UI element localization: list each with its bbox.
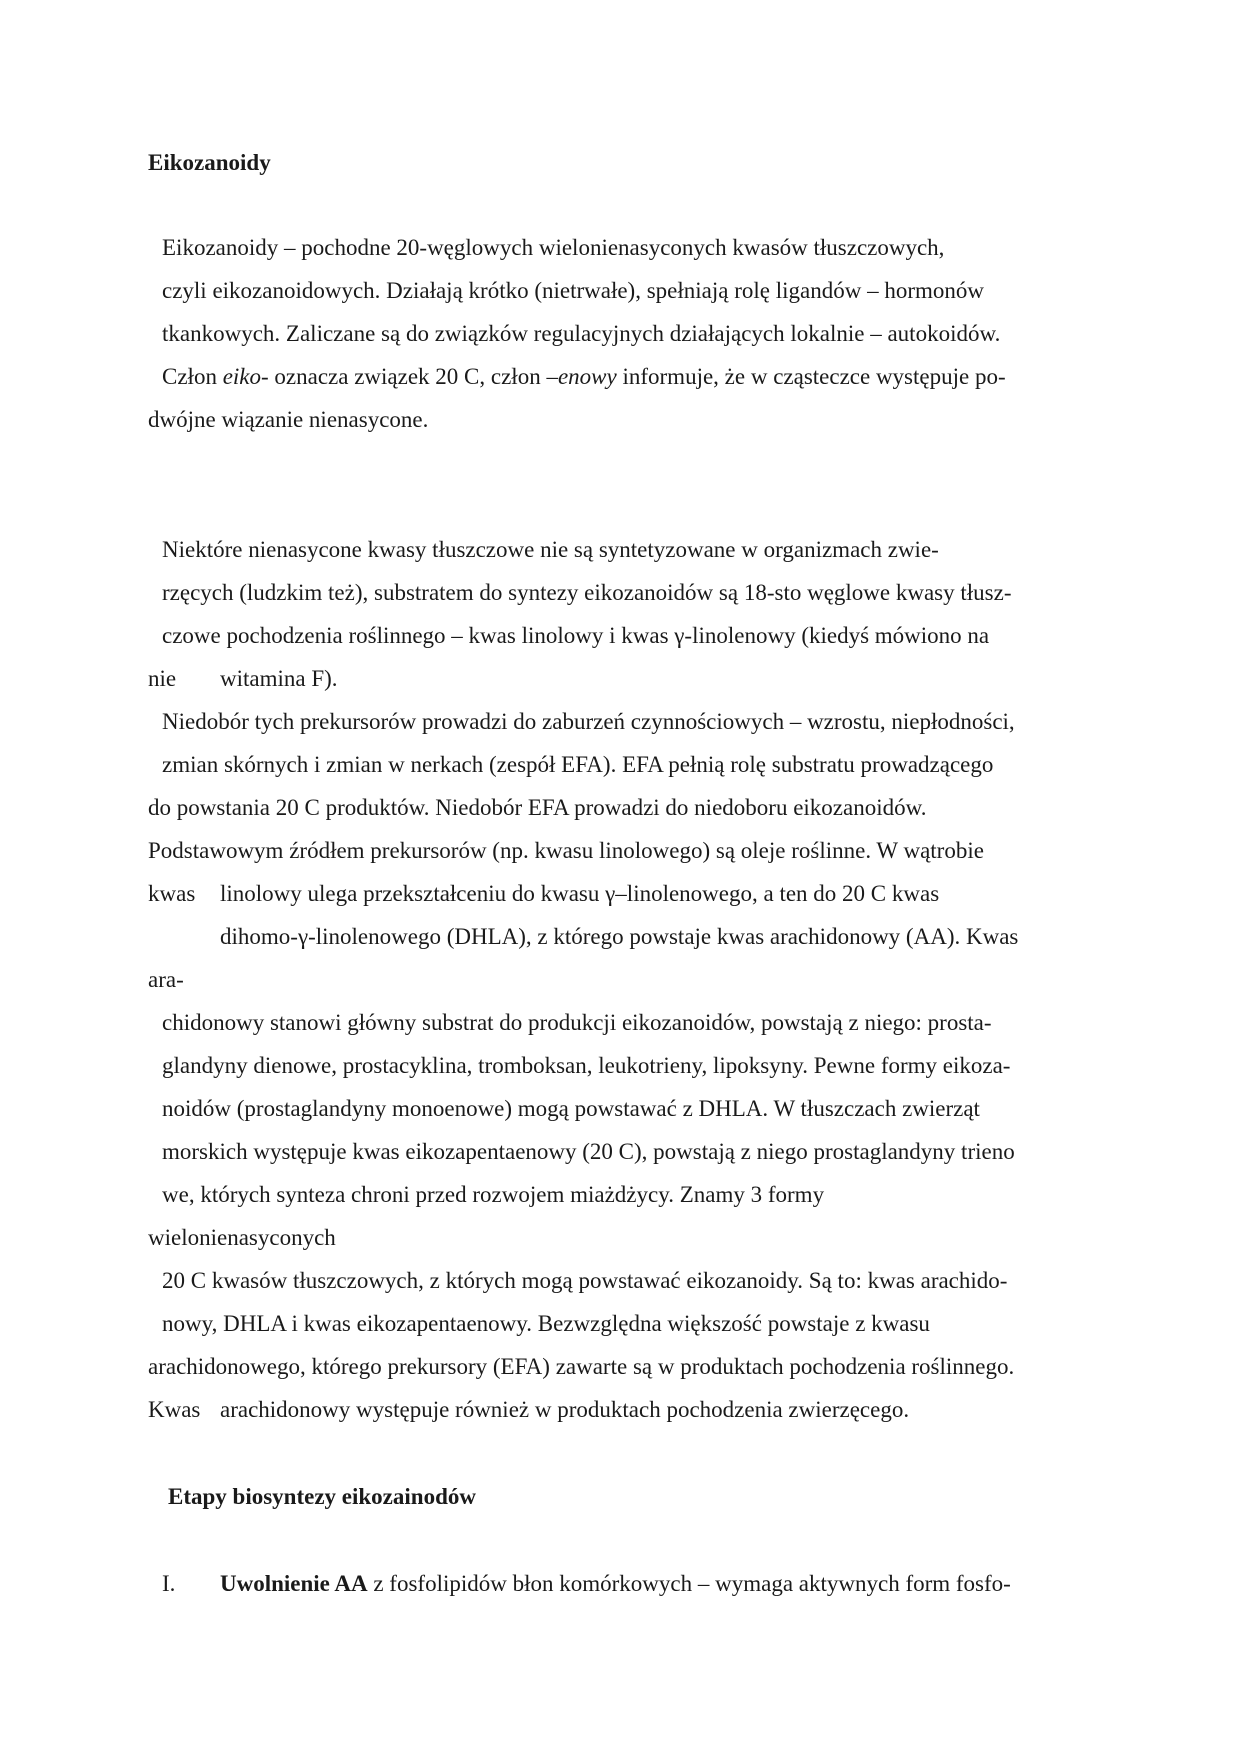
text-line: do powstania 20 C produktów. Niedobór EFA prowadzi do niedoboru eikozanoidów.: [148, 795, 927, 820]
text-line: arachidonowy występuje również w produktach pochodzenia zwierzęcego.: [220, 1397, 910, 1422]
text-line: wielonienasyconych: [148, 1225, 336, 1250]
step-1-number: I.: [162, 1571, 176, 1596]
text-line: nie: [148, 666, 177, 691]
text-span: z fosfolipidów błon komórkowych – wymaga aktywnych form fosfo-: [367, 1571, 1011, 1596]
text-line: linolowy ulega przekształceniu do kwasu γ–linolenowego, a ten do 20 C kwas: [220, 881, 940, 906]
text-line: Kwas: [148, 1397, 201, 1422]
italic-term: eiko-: [222, 364, 269, 389]
text-line: Eikozanoidy – pochodne 20-węglowych wielonienasyconych kwasów tłuszczowych,: [162, 235, 945, 260]
text-line: chidonowy stanowi główny substrat do produkcji eikozanoidów, powstają z niego: prosta-: [162, 1010, 992, 1035]
text-line: czowe pochodzenia roślinnego – kwas linolowy i kwas γ-linolenowy (kiedyś mówiono na: [162, 623, 990, 648]
text-line: Podstawowym źródłem prekursorów (np. kwasu linolowego) są oleje roślinne. W wątrobie: [148, 838, 984, 863]
text-line: ara-: [148, 967, 184, 992]
text-line: arachidonowego, którego prekursory (EFA) zawarte są w produktach pochodzenia roślinnego.: [148, 1354, 1015, 1379]
text-span: informuje, że w cząsteczce występuje po-: [616, 364, 1006, 389]
text-line: [162, 362, 1006, 392]
text-line: tkankowych. Zaliczane są do związków regulacyjnych działających lokalnie – autokoidów.: [162, 321, 1001, 346]
text-span: Człon: [162, 364, 223, 389]
section-heading: Etapy biosyntezy eikozainodów: [168, 1484, 476, 1509]
step-1-term: Uwolnienie AA: [220, 1571, 368, 1596]
text-line: nowy, DHLA i kwas eikozapentaenowy. Bezwzględna większość powstaje z kwasu: [162, 1311, 930, 1336]
text-line: Niektóre nienasycone kwasy tłuszczowe nie są syntetyzowane w organizmach zwie-: [162, 537, 939, 562]
text-line: rzęcych (ludzkim też), substratem do syntezy eikozanoidów są 18-sto węglowe kwasy tłusz-: [162, 580, 1012, 605]
step-1-text: [220, 1569, 1011, 1599]
text-line: 20 C kwasów tłuszczowych, z których mogą powstawać eikozanoidy. Są to: kwas arachido-: [162, 1268, 1008, 1293]
text-line: czyli eikozanoidowych. Działają krótko (nietrwałe), spełniają rolę ligandów – hormonów: [162, 278, 984, 303]
text-line: kwas: [148, 881, 196, 906]
italic-term: enowy: [557, 364, 617, 389]
text-line: zmian skórnych i zmian w nerkach (zespół EFA). EFA pełnią rolę substratu prowadzącego: [162, 752, 994, 777]
text-line: dwójne wiązanie nienasycone.: [148, 407, 429, 432]
text-line: noidów (prostaglandyny monoenowe) mogą powstawać z DHLA. W tłuszczach zwierząt: [162, 1096, 980, 1121]
text-span: oznacza związek 20 C, człon –: [268, 364, 558, 389]
text-line: glandyny dienowe, prostacyklina, tromboksan, leukotrieny, lipoksyny. Pewne formy eikoza-: [162, 1053, 1011, 1078]
text-line: witamina F).: [220, 666, 338, 691]
text-line: morskich występuje kwas eikozapentaenowy (20 C), powstają z niego prostaglandyny trieno: [162, 1139, 1015, 1164]
text-line: Niedobór tych prekursorów prowadzi do zaburzeń czynnościowych – wzrostu, niepłodności,: [162, 709, 1015, 734]
text-line: dihomo-γ-linolenowego (DHLA), z którego powstaje kwas arachidonowy (AA). Kwas: [220, 924, 1019, 949]
text-line: we, których synteza chroni przed rozwojem miażdżycy. Znamy 3 formy: [162, 1182, 825, 1207]
document-title: Eikozanoidy: [148, 150, 271, 175]
